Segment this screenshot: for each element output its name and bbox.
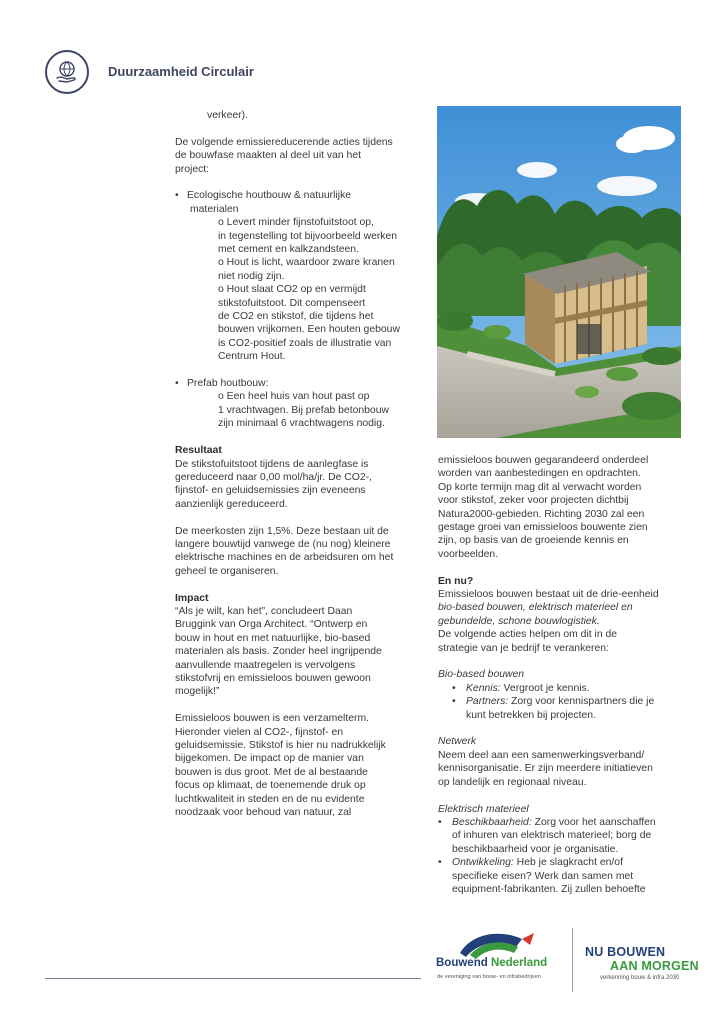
sublist-prefab bbox=[175, 390, 420, 430]
netwerk-line: kennisorganisatie. Er zijn meerdere initiatieven bbox=[438, 763, 653, 775]
partners-label: Partners: bbox=[466, 696, 509, 708]
meerkosten-line: elektrische machines en de arbeidsuren om het bbox=[175, 552, 394, 564]
ennu-line: De volgende acties helpen om dit in de bbox=[438, 629, 618, 641]
cont-line: Op korte termijn mag dit al verwacht worden bbox=[438, 481, 642, 493]
nu-bouwen-line-2: AAN MORGEN bbox=[610, 959, 699, 973]
beschikbaarheid-text-2: of inhuren van elektrisch materieel; borg de bbox=[452, 830, 652, 842]
nu-bouwen-subtitle: verkenning bouw & infra 2030 bbox=[600, 975, 680, 981]
list-item-ontwikkeling bbox=[438, 856, 678, 896]
bouwend-nederland-subtitle: de vereniging van bouw- en infrabedrijven bbox=[437, 974, 541, 980]
sub-line: o Levert minder fijnstofuitstoot op, bbox=[218, 217, 374, 229]
heading-resultaat: Resultaat bbox=[175, 445, 222, 457]
resultaat-line: aanzienlijk gereduceerd. bbox=[175, 498, 288, 510]
impact-line: Bruggink van Orga Architect. “Ontwerp en bbox=[175, 619, 368, 631]
sub-line: is CO2-positief zoals de illustratie van bbox=[218, 337, 392, 349]
intro-line: de bouwfase maakten al deel uit van het bbox=[175, 150, 362, 162]
ennu-line: strategie van je bedrijf te verankeren: bbox=[438, 642, 609, 654]
emissieloos-line: bouwen is dus groot. Met de al bestaande bbox=[175, 766, 368, 778]
resultaat-line: De stikstofuitstoot tijdens de aanlegfase is bbox=[175, 458, 369, 470]
sub-line: 1 vrachtwagen. Bij prefab betonbouw bbox=[218, 404, 389, 416]
cont-line: voor stikstof, zeker voor projecten dichtbij bbox=[438, 495, 629, 507]
sub-line: niet nodig zijn. bbox=[218, 270, 285, 282]
partners-text-2: kunt betrekken bij projecten. bbox=[466, 709, 596, 721]
sub-line: o Hout is licht, waardoor zware kranen bbox=[218, 257, 395, 269]
impact-line: bouw in hout en met natuurlijke, bio-based bbox=[175, 632, 371, 644]
bn-name-2: Nederland bbox=[490, 957, 548, 969]
emissieloos-line: focus op klimaat, de toenemende druk op bbox=[175, 780, 366, 792]
cont-line: voorbeelden. bbox=[438, 548, 499, 560]
kennis-label: Kennis: bbox=[466, 682, 501, 694]
impact-line: mogelijk!” bbox=[175, 686, 220, 698]
resultaat-line: gereduceerd naar 0,00 mol/ha/jr. De CO2-, bbox=[175, 471, 372, 483]
left-column bbox=[175, 109, 420, 819]
bullet-dot: • bbox=[438, 857, 442, 869]
sub-line: bouwen vrijkomen. Een houten gebouw bbox=[218, 324, 400, 336]
globe-hand-icon bbox=[45, 50, 89, 94]
emissieloos-line: luchtkwaliteit in steden en de nu evidente bbox=[175, 793, 365, 805]
list-item-kennis bbox=[438, 682, 678, 695]
bullet-dot: • bbox=[438, 816, 442, 828]
sublist-ecologisch bbox=[175, 216, 420, 363]
impact-line: stikstofvrij en emissieloos bouwen gewoon bbox=[175, 672, 371, 684]
brand-title: Duurzaamheid Circulair bbox=[108, 64, 254, 79]
nu-bouwen-line-1: NU BOUWEN bbox=[585, 945, 666, 959]
heading-netwerk: Netwerk bbox=[438, 736, 477, 748]
heading-en-nu: En nu? bbox=[438, 575, 474, 587]
bullet-ecologisch bbox=[175, 189, 420, 216]
sub-line: o Een heel huis van hout past op bbox=[218, 391, 370, 403]
ontwikkeling-text-3: equipment-fabrikanten. Zij zullen behoefte bbox=[452, 883, 646, 895]
bullet-line: Prefab houtbouw: bbox=[187, 378, 269, 390]
sub-line: in tegenstelling tot bijvoorbeeld werken bbox=[218, 230, 398, 242]
ennu-line: Emissieloos bouwen bestaat uit de drie-eenheid bbox=[438, 589, 659, 601]
heading-impact: Impact bbox=[175, 592, 209, 604]
beschikbaarheid-label: Beschikbaarheid: bbox=[452, 816, 532, 828]
ontwikkeling-text: Heb je slagkracht en/of bbox=[513, 857, 623, 869]
footer-divider bbox=[572, 928, 573, 992]
partners-text: Zorg voor kennispartners die je bbox=[508, 696, 655, 708]
emissieloos-line: geluidsemissie. Stikstof is hier nu nadrukkelijk bbox=[175, 739, 386, 751]
emissieloos-line: noodzaak voor behoud van natuur, zal bbox=[175, 807, 352, 819]
emissieloos-line: bijgekomen. De impact op de manier van bbox=[175, 753, 364, 765]
resultaat-line: fijnstof- en geluidsemissies zijn eveneens bbox=[175, 485, 366, 497]
cont-line: gestage groei van emissieloos bouwente zien bbox=[438, 522, 648, 534]
sub-line: met cement en kalkzandsteen. bbox=[218, 244, 359, 256]
list-item-partners bbox=[438, 695, 678, 722]
impact-line: materialen als basis. Zonder heel ingrijpende bbox=[175, 646, 382, 658]
impact-line: “Als je wilt, kan het”, concludeert Daan bbox=[175, 605, 353, 617]
sub-line: zijn minimaal 6 vrachtwagens nodig. bbox=[218, 418, 385, 430]
ontwikkeling-label: Ontwikkeling: bbox=[452, 857, 514, 869]
netwerk-line: op landelijk en regionaal niveau. bbox=[438, 776, 587, 788]
emissieloos-line: Hieronder vielen al CO2-, fijnstof- en bbox=[175, 726, 344, 738]
meerkosten-line: De meerkosten zijn 1,5%. Deze bestaan uit de bbox=[175, 525, 389, 537]
intro-line: De volgende emissiereducerende acties tijdens bbox=[175, 136, 393, 148]
intro-line: project: bbox=[175, 163, 210, 175]
sub-line: Centrum Hout. bbox=[218, 351, 286, 363]
bullet-dot: • bbox=[175, 190, 179, 202]
right-column bbox=[438, 454, 678, 896]
bullet-line: Ecologische houtbouw & natuurlijke bbox=[187, 190, 352, 202]
bullet-dot: • bbox=[452, 682, 456, 694]
beschikbaarheid-text: Zorg voor het aanschaffen bbox=[531, 816, 656, 828]
meerkosten-line: langere bouwtijd vanwege de (nu nog) kleinere bbox=[175, 538, 391, 550]
meerkosten-line: geheel te organiseren. bbox=[175, 565, 279, 577]
emissieloos-line: Emissieloos bouwen is een verzamelterm. bbox=[175, 713, 370, 725]
kennis-text: Vergroot je kennis. bbox=[500, 682, 590, 694]
sub-line: de CO2 en stikstof, die tijdens het bbox=[218, 311, 374, 323]
bullet-dot: • bbox=[452, 696, 456, 708]
cont-line: zijn, op basis van de groeiende kennis en bbox=[438, 535, 629, 547]
heading-elektrisch: Elektrisch materieel bbox=[438, 803, 529, 815]
impact-line: aanvullende maatregelen is vervolgens bbox=[175, 659, 356, 671]
ennu-line: gebundelde, schone bouwlogistiek. bbox=[438, 615, 600, 627]
beschikbaarheid-text-3: beschikbaarheid voor je organisatie. bbox=[452, 843, 619, 855]
ontwikkeling-text-2: specifieke eisen? Werk dan samen met bbox=[452, 870, 634, 882]
footer-rule bbox=[45, 978, 421, 979]
sub-line: stikstofuitstoot. Dit compenseert bbox=[218, 297, 366, 309]
cont-line: Natura2000-gebieden. Richting 2030 zal een bbox=[438, 508, 645, 520]
bullet-prefab bbox=[175, 377, 420, 390]
list-item-beschikbaarheid bbox=[438, 816, 678, 856]
sub-line: o Hout slaat CO2 op en vermijdt bbox=[218, 284, 366, 296]
cont-line: emissieloos bouwen gegarandeerd onderdeel bbox=[438, 455, 649, 466]
heading-bio-based: Bio-based bouwen bbox=[438, 669, 525, 681]
continued-text: verkeer). bbox=[207, 110, 248, 121]
building-photo bbox=[437, 106, 681, 438]
bullet-line: materialen bbox=[190, 203, 239, 215]
cont-line: worden van aanbestedingen en opdrachten. bbox=[438, 468, 641, 480]
ennu-line: bio-based bouwen, elektrisch materieel en bbox=[438, 602, 633, 614]
bn-name-1: Bouwend bbox=[436, 957, 491, 969]
netwerk-line: Neem deel aan een samenwerkingsverband/ bbox=[438, 749, 645, 761]
bouwend-nederland-title bbox=[436, 957, 547, 969]
bullet-dot: • bbox=[175, 378, 179, 390]
